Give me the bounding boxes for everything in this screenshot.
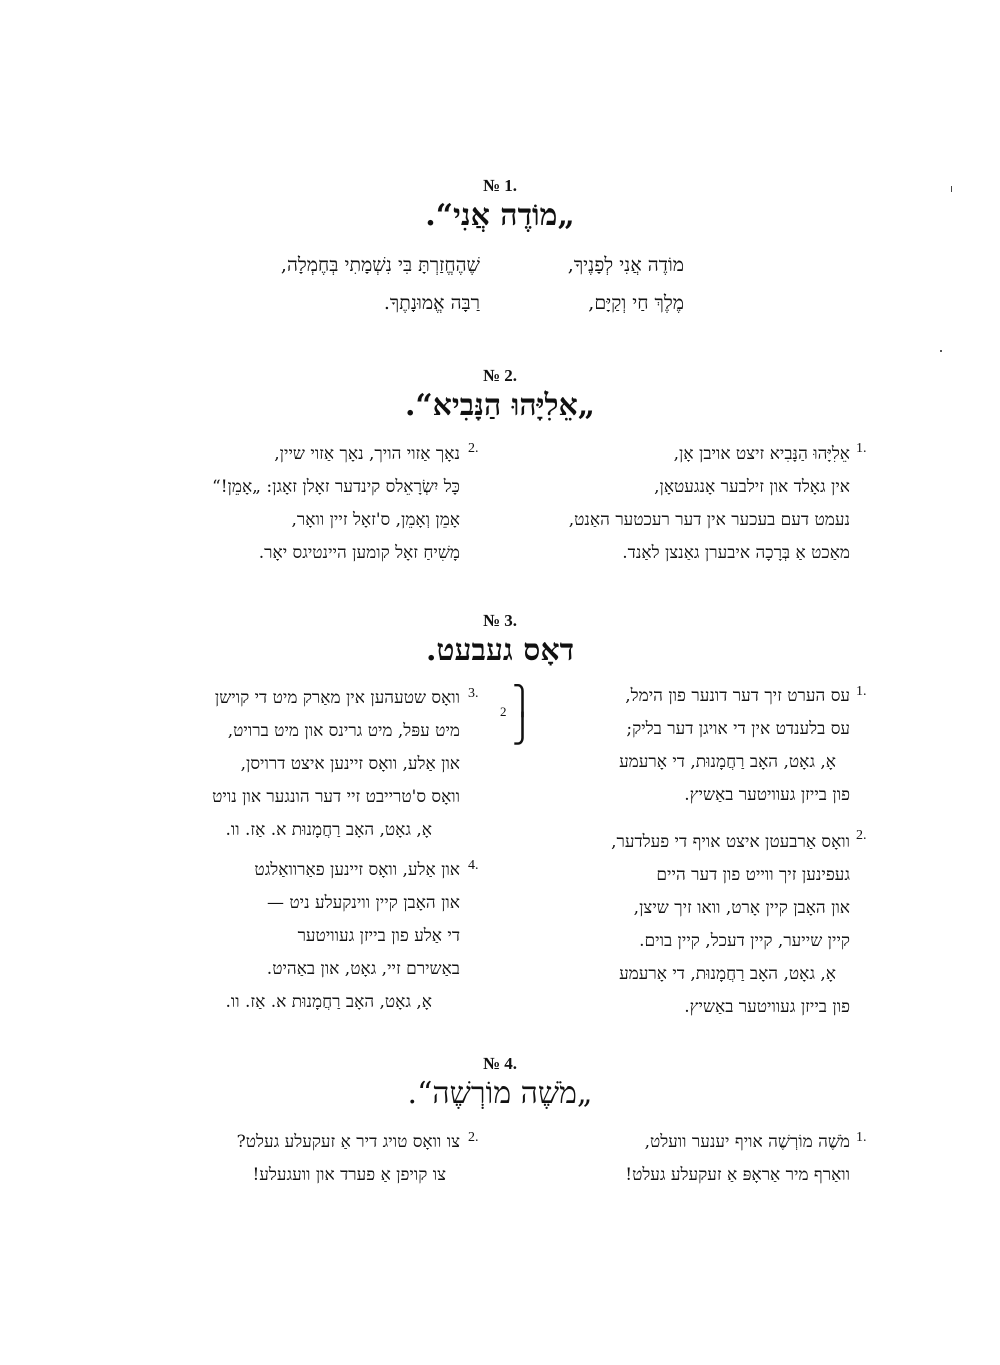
- verse-line: מאַכט אַ בְּרָכָה איבערן גאַנצן לאַנד.: [622, 543, 850, 563]
- verse-line: קיין שייער, קיין דעכל, קיין בוים.: [639, 931, 850, 951]
- verse-line: אָ, גאָט, האָב רַחֲמָנוּת א. אַז. וו.: [225, 992, 432, 1012]
- stanza-number: 3.: [468, 686, 479, 701]
- section-4-stanza-1: [625, 1126, 850, 1192]
- section-3-number: № 3.: [482, 611, 518, 630]
- repeat-bracket: ⎭: [512, 714, 533, 745]
- verse-line: אָ, גאָט, האָב רַחֲמָנוּת א. אַז. וו.: [225, 820, 432, 840]
- verse-line: אָמֵן וְאָמֵן, ס'זאָל זיין וואָר,: [291, 510, 460, 530]
- section-3-stanza-4: [226, 854, 460, 1019]
- verse-line: און אַלע, וואָס זיינען פאַרוואַלגט: [254, 860, 460, 880]
- section-3-stanza-2: [611, 826, 850, 1024]
- section-4-title: „מֹשֶׁה מוֹרְשֶׁה“.: [407, 1076, 593, 1111]
- verse-line: מָשִׁיחַ זאָל קומען היינטיגס יאָר.: [258, 543, 460, 563]
- section-3-stanza-3: [212, 682, 460, 847]
- verse-line: און האָבן קיין אָרט, וואו זיך שיצן,: [633, 898, 850, 918]
- verse-line: און האָבן קיין ווינקעלע ניט —: [267, 893, 460, 913]
- verse-line: מֶלֶךְ חַי וְקַיָּם,: [588, 292, 684, 314]
- verse-line: אָ, גאָט, האָב רַחֲמָנוּת, די אָרעמע: [619, 752, 836, 772]
- section-2-stanza-1: [569, 438, 850, 570]
- verse-line: כָּל יִשְׂרָאֵלס קינדער זאָלן זאָגן: „אָמֵן!“: [212, 477, 460, 497]
- verse-line: אֵלִיָּהוּ הַנָּבִיא זיצט אויבן אָן,: [673, 444, 850, 464]
- section-2-number: № 2.: [482, 366, 518, 385]
- verse-line: עס בלענדט אין די אויגן דער בליק;: [626, 719, 850, 739]
- stanza-number: 1.: [856, 684, 867, 699]
- section-3-stanza-1: [619, 680, 850, 812]
- verse-line: באַשירם זיי, גאָט, און באַהיט.: [266, 959, 460, 979]
- verse-line: די אַלע פון בייזן געוויטער: [297, 926, 460, 946]
- verse-line: וואָס שטעהען אין מאַרק מיט די קוישן: [214, 688, 460, 708]
- verse-line: מֹשֶׁה מוֹרְשֶׁה אויף יענער וועלט,: [644, 1132, 850, 1152]
- section-1-left-column: [281, 246, 480, 322]
- section-1-title: „מוֹדֶה אֲנִי“.: [425, 198, 575, 233]
- verse-line: צו קויפן אַ פערד און וועגעלע!: [252, 1165, 446, 1185]
- verse-line: נאָך אַזוי הויך, נאָך אַזוי שיין,: [274, 444, 460, 464]
- verse-line: וואָס אַרבעטן איצט אויף די פעלדער,: [611, 832, 850, 852]
- section-3-title: דאָס געבעט.: [425, 633, 575, 668]
- verse-line: געפינען זיך ווייט פון דער היים: [656, 865, 850, 885]
- speck: [940, 350, 942, 352]
- verse-line: צו וואָס טויג דיר אַ זעקעלע געלט?: [236, 1132, 460, 1152]
- verse-line: מוֹדֶה אֲנִי לְפָנֶיךָ,: [567, 254, 684, 276]
- verse-line: רַבָּה אֱמוּנָתֶךָ.: [383, 292, 480, 314]
- verse-line: נעמט דעם בעכער אין דער רעכטער האַנט,: [568, 510, 850, 530]
- verse-line: פון בייזן געוויטער באַשיץ.: [684, 785, 850, 805]
- stanza-number: 2.: [856, 828, 867, 843]
- verse-line: און אַלע, וואָס זיינען איצט דרויסן,: [240, 754, 460, 774]
- repeat-bracket: ⎫: [512, 686, 533, 717]
- verse-line: וואָס ס'טרייבט זיי דער הונגער און נויט: [212, 787, 460, 807]
- stanza-number: 2.: [468, 441, 479, 456]
- stanza-number: 4.: [468, 858, 479, 873]
- verse-line: עס הערט זיך דער דונער פון הימל,: [625, 686, 850, 706]
- verse-line: וואַרף מיר אַראָפּ אַ זעקעלע געלט!: [625, 1165, 850, 1185]
- verse-line: מיט עפּל, מיט גרינס און מיט ברויט,: [227, 721, 460, 741]
- verse-line: אָ, גאָט, האָב רַחֲמָנוּת, די אָרעמע: [619, 964, 836, 984]
- section-4-number: № 4.: [482, 1054, 518, 1073]
- section-1-right-column: [568, 246, 684, 322]
- stanza-number: 2.: [468, 1130, 479, 1145]
- section-1-number: № 1.: [482, 176, 518, 195]
- section-2-title: „אֵלִיָּהוּ הַנָּבִיא“.: [404, 388, 596, 423]
- stanza-number: 1.: [856, 1130, 867, 1145]
- repeat-count: 2: [500, 704, 507, 719]
- verse-line: פון בייזן געוויטער באַשיץ.: [684, 997, 850, 1017]
- section-4-stanza-2: [237, 1126, 460, 1192]
- stanza-number: 1.: [856, 441, 867, 456]
- section-2-stanza-2: [212, 438, 460, 570]
- verse-line: אין גאָלד און זילבער אָנגעטאָן,: [654, 477, 850, 497]
- verse-line: שֶׁהֶחֱזַרְתָּ בִּי נִשְׁמָתִי בְּחֶמְלָה,: [280, 254, 480, 276]
